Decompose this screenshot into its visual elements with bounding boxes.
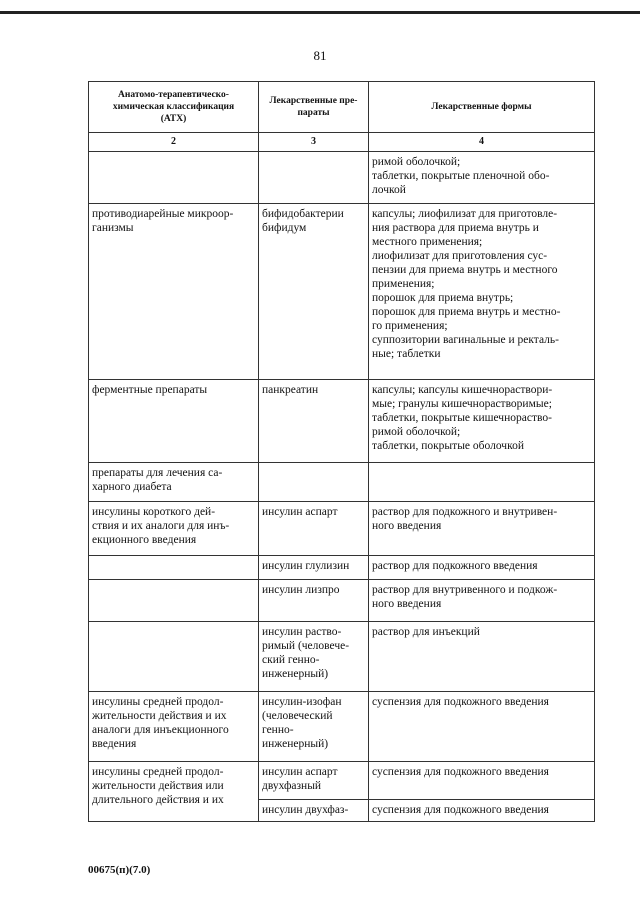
table-row [89,152,595,204]
drug-cell: инсулин глулизин [259,556,369,580]
drug-cell: инсулин раство- римый (человече- ский генно- инженерный) [259,622,369,692]
forms-cell: раствор для подкожного и внутривен- ного введения [369,502,595,556]
drug-cell: панкреатин [259,380,369,463]
document-code: 00675(п)(7.0) [88,864,151,876]
table-row [89,556,595,580]
header-atx-classification: Анатомо-терапевтическо- химическая классификация (АТХ) [89,82,259,133]
drug-cell [259,463,369,502]
table-row [89,692,595,762]
table-row [89,622,595,692]
forms-cell: римой оболочкой; таблетки, покрытые пленочной обо- лочкой [369,152,595,204]
table-row [89,502,595,556]
forms-cell: капсулы; капсулы кишечнораствори- мые; гранулы кишечнорастворимые; таблетки, покрытые кишечнораство- римой оболочкой; таблетки, покрытые оболочкой [369,380,595,463]
drug-cell: инсулин-изофан (человеческий генно- инженерный) [259,692,369,762]
forms-cell: суспензия для подкожного введения [369,692,595,762]
atx-cell [89,556,259,580]
forms-cell: капсулы; лиофилизат для приготовле- ния раствора для приема внутрь и местного применения; лиофилизат для приготовления сус- пензии для приема внутрь и местного применения; порошок для приема внутрь; порошок для приема внутрь и местно- го применения; суппозитории вагинальные и ректаль- ные; таблетки [369,204,595,380]
drug-cell: инсулин лизпро [259,580,369,622]
table-row [89,463,595,502]
atx-drug-table [88,81,595,822]
atx-cell: препараты для лечения са- харного диабета [89,463,259,502]
table-row [89,762,595,800]
header-dosage-forms: Лекарственные формы [369,82,595,133]
table-header-row [89,82,595,133]
drug-cell: инсулин аспарт [259,502,369,556]
drug-cell: бифидобактерии бифидум [259,204,369,380]
column-number-row [89,133,595,152]
atx-cell: инсулины средней продол- жительности действия и их аналоги для инъекционного введения [89,692,259,762]
drug-cell: инсулин двухфаз- [259,800,369,822]
forms-cell: суспензия для подкожного введения [369,800,595,822]
column-number: 3 [259,133,369,152]
forms-cell: суспензия для подкожного введения [369,762,595,800]
column-number: 4 [369,133,595,152]
forms-cell: раствор для подкожного введения [369,556,595,580]
atx-cell [89,580,259,622]
top-border-line [0,11,640,14]
atx-cell: инсулины короткого дей- ствия и их аналоги для инъ- екционного введения [89,502,259,556]
drug-cell [259,152,369,204]
table-row [89,580,595,622]
column-number: 2 [89,133,259,152]
forms-cell: раствор для внутривенного и подкож- ного введения [369,580,595,622]
atx-cell: противодиарейные микроор- ганизмы [89,204,259,380]
table-row [89,204,595,380]
forms-cell [369,463,595,502]
drug-cell: инсулин аспарт двухфазный [259,762,369,800]
page-number: 81 [313,48,327,63]
forms-cell: раствор для инъекций [369,622,595,692]
atx-cell: ферментные препараты [89,380,259,463]
atx-cell [89,622,259,692]
header-drugs: Лекарственные пре- параты [259,82,369,133]
atx-cell: инсулины средней продол- жительности действия или длительного действия и их [89,762,259,822]
table-row [89,380,595,463]
atx-cell [89,152,259,204]
